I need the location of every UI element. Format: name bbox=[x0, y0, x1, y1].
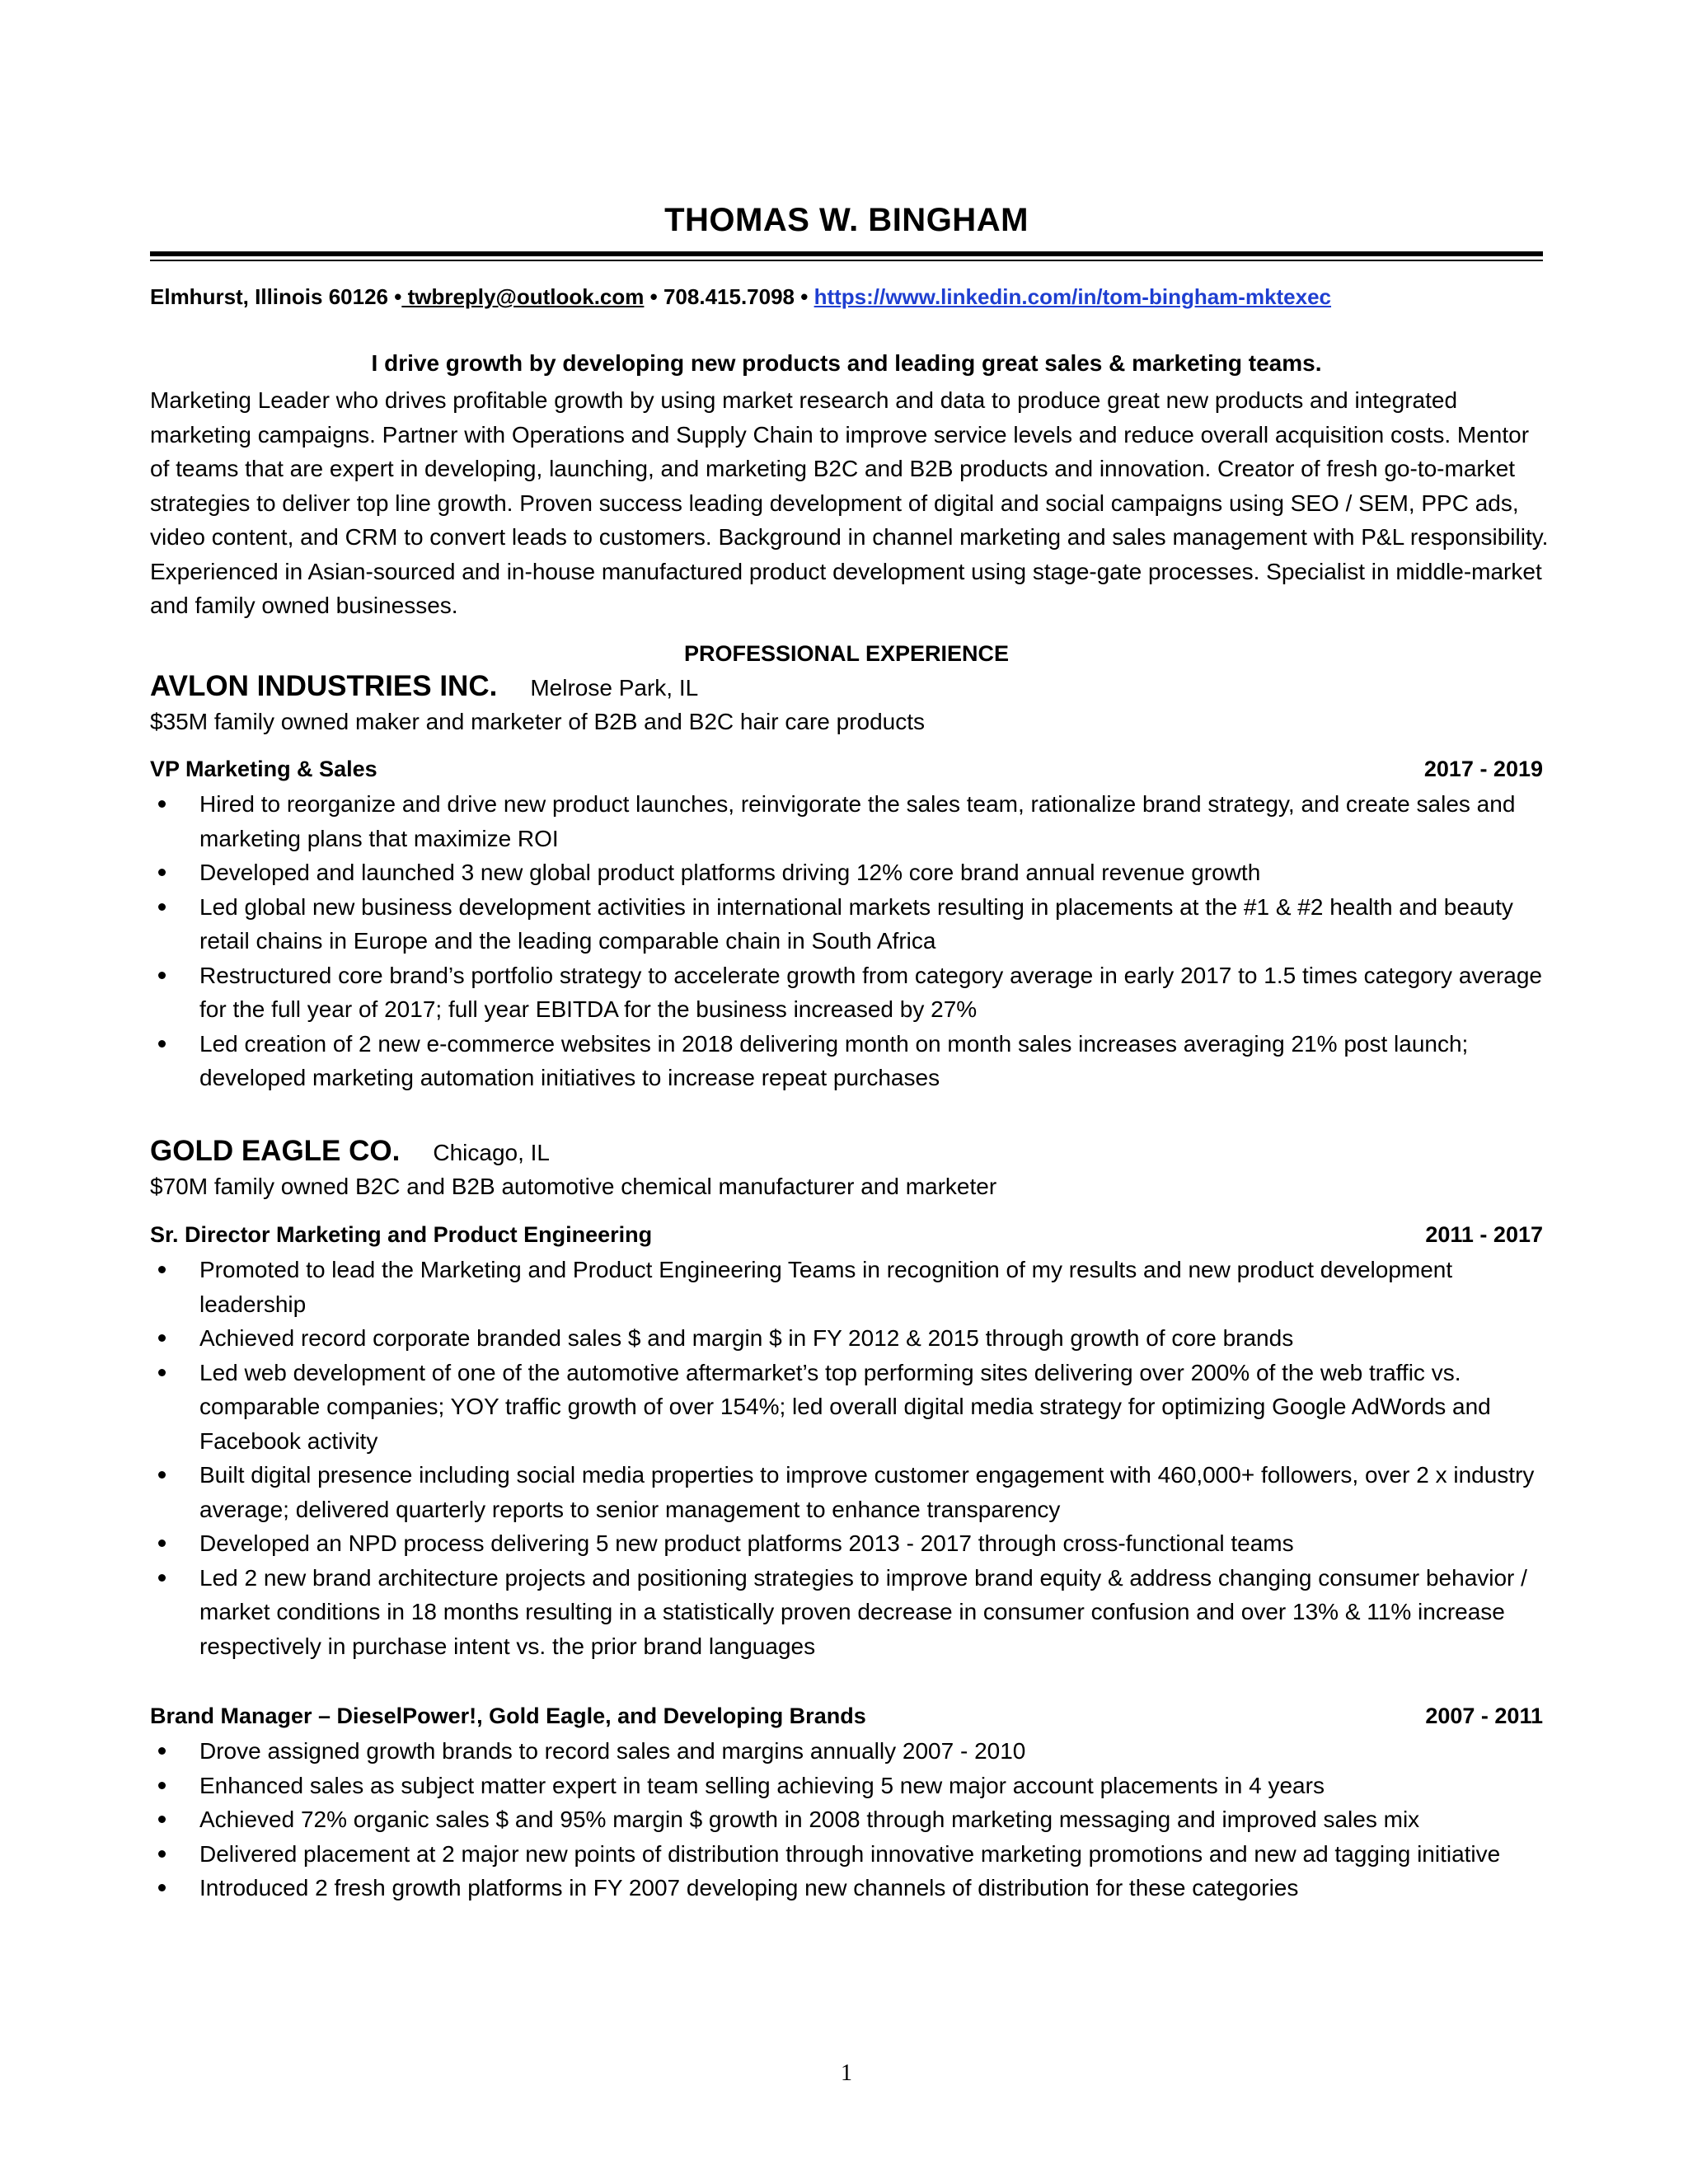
bullet-item: Hired to reorganize and drive new product launches, reinvigorate the sales team, rationalize brand strategy, and create sales and marketing plans that maximize ROI bbox=[150, 787, 1551, 855]
bullet-item: Developed and launched 3 new global product platforms driving 12% core brand annual revenue growth bbox=[150, 855, 1551, 890]
summary-paragraph: Marketing Leader who drives profitable growth by using market research and data to produce great new products and integrated marketing campaigns. Partner with Operations and Supply Chain to improve service levels and reduce overall acquisition costs. Mentor of teams that are expert in developing, launching, and marketing B2C and B2B products and innovation. Creator of fresh go-to-market strategies to deliver top line growth. Proven success leading development of digital and social campaigns using SEO / SEM, PPC ads, video content, and CRM to convert leads to customers. Background in channel marketing and sales management with P&L responsibility. Experienced in Asian-sourced and in-house manufactured product development using stage-gate processes. Specialist in middle-market and family owned businesses. bbox=[150, 387, 1549, 618]
contact-phone: 708.415.7098 bbox=[663, 284, 795, 309]
bullet-item: Promoted to lead the Marketing and Product Engineering Teams in recognition of my results and new product development leadership bbox=[150, 1253, 1551, 1321]
bullet-item: Achieved record corporate branded sales $ and margin $ in FY 2012 & 2015 through growth of core brands bbox=[150, 1321, 1551, 1356]
section-heading-experience: PROFESSIONAL EXPERIENCE bbox=[683, 641, 1010, 666]
role-title: Sr. Director Marketing and Product Engineering bbox=[150, 1222, 653, 1247]
role-title: VP Marketing & Sales bbox=[150, 757, 377, 781]
bullet-item: Introduced 2 fresh growth platforms in FY 2007 developing new channels of distribution for these categories bbox=[150, 1871, 1551, 1905]
header-rule-thin bbox=[150, 260, 1543, 261]
bullet-item: Restructured core brand’s portfolio strategy to accelerate growth from category average in early 2017 to 1.5 times category average for the full year of 2017; full year EBITDA for the business increased by 27% bbox=[150, 958, 1551, 1027]
bullet-item: Enhanced sales as subject matter expert in team selling achieving 5 new major account placements in 4 years bbox=[150, 1769, 1551, 1803]
linkedin-link[interactable]: https://www.linkedin.com/in/tom-bingham-mktexec bbox=[814, 284, 1332, 309]
bullet-item: Led global new business development activities in international markets resulting in placements at the #1 & #2 health and beauty retail chains in Europe and the leading comparable chain in South Africa bbox=[150, 890, 1551, 958]
header-rule-thick bbox=[150, 251, 1543, 256]
contact-separator: • bbox=[394, 284, 402, 309]
bullet-item: Led 2 new brand architecture projects and positioning strategies to improve brand equity & address changing consumer behavior / market conditions in 18 months resulting in a statistically proven decrease in consumer confusion and over 13% & 11% increase respectively in purchase intent vs. the prior brand languages bbox=[150, 1561, 1551, 1664]
contact-location: Elmhurst, Illinois 60126 bbox=[150, 284, 388, 309]
company-header bbox=[150, 670, 1543, 703]
contact-separator: • bbox=[800, 284, 809, 309]
company-name: AVLON INDUSTRIES INC. bbox=[150, 670, 498, 702]
role-title: Brand Manager – DieselPower!, Gold Eagle, and Developing Brands bbox=[150, 1704, 866, 1728]
bullet-item: Developed an NPD process delivering 5 new product platforms 2013 - 2017 through cross-functional teams bbox=[150, 1526, 1551, 1561]
bullet-item: Built digital presence including social media properties to improve customer engagement with 460,000+ followers, over 2 x industry average; delivered quarterly reports to senior management to enhance transparency bbox=[150, 1458, 1551, 1526]
bullet-item: Led creation of 2 new e-commerce websites in 2018 delivering month on month sales increases averaging 21% post launch; developed marketing automation initiatives to increase repeat purchases bbox=[150, 1027, 1551, 1095]
bullet-item: Achieved 72% organic sales $ and 95% margin $ growth in 2008 through marketing messaging and improved sales mix bbox=[150, 1802, 1551, 1837]
bullet-item: Led web development of one of the automotive aftermarket’s top performing sites delivering over 200% of the web traffic vs. comparable companies; YOY traffic growth of over 154%; led overall digital media strategy for optimizing Google AdWords and Facebook activity bbox=[150, 1356, 1551, 1459]
candidate-name: THOMAS W. BINGHAM bbox=[664, 202, 1029, 238]
company-location: Chicago, IL bbox=[433, 1140, 550, 1165]
company-description: $70M family owned B2C and B2B automotive chemical manufacturer and marketer bbox=[150, 1174, 997, 1199]
role-bullets bbox=[150, 787, 1551, 1095]
role-dates: 2007 - 2011 bbox=[1425, 1704, 1543, 1728]
company-description: $35M family owned maker and marketer of B2B and B2C hair care products bbox=[150, 709, 926, 734]
role-dates: 2011 - 2017 bbox=[1425, 1222, 1543, 1247]
company-location: Melrose Park, IL bbox=[530, 675, 699, 701]
contact-email-link[interactable]: twbreply@outlook.com bbox=[401, 284, 645, 309]
summary-tagline: I drive growth by developing new products and leading great sales & marketing teams. bbox=[371, 350, 1322, 376]
role-header bbox=[150, 1222, 1543, 1248]
company-header bbox=[150, 1135, 1543, 1168]
company-name: GOLD EAGLE CO. bbox=[150, 1135, 401, 1167]
contact-line bbox=[150, 284, 1543, 310]
contact-separator: • bbox=[649, 284, 658, 309]
page-number: 1 bbox=[841, 2060, 852, 2086]
role-bullets bbox=[150, 1734, 1551, 1905]
bullet-item: Drove assigned growth brands to record sales and margins annually 2007 - 2010 bbox=[150, 1734, 1551, 1769]
role-bullets bbox=[150, 1253, 1551, 1663]
role-header bbox=[150, 1704, 1543, 1729]
role-dates: 2017 - 2019 bbox=[1423, 757, 1543, 781]
role-header bbox=[150, 757, 1543, 782]
bullet-item: Delivered placement at 2 major new points of distribution through innovative marketing promotions and new ad tagging initiative bbox=[150, 1837, 1551, 1872]
